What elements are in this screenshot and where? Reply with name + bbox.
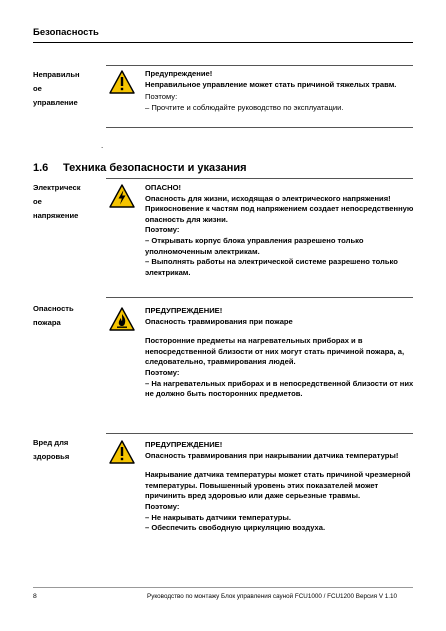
- warning-text-block-3: [145, 306, 415, 400]
- side-label-wrong-operation: Неправильн ое управление: [33, 70, 80, 107]
- danger-line: – Выполнять работы на электрической системе разрешено только электрикам.: [145, 257, 398, 277]
- danger-title: ОПАСНО!: [145, 183, 182, 192]
- warning-line: Поэтому:: [145, 367, 180, 377]
- side-label-electric-voltage: Электрическ ое напряжение: [33, 183, 81, 220]
- footer-divider: [33, 587, 413, 588]
- warning-line: Поэтому:: [145, 501, 180, 511]
- warning-subtitle: Опасность травмирования при накрывании датчика температуры!: [145, 450, 399, 460]
- warning-subtitle: Опасность травмирования при пожаре: [145, 316, 293, 326]
- stray-dot: .: [101, 141, 104, 150]
- danger-line: Поэтому:: [145, 225, 180, 235]
- section-title: Техника безопасности и указания: [63, 162, 247, 174]
- warning-line: – Обеспечить свободную циркуляцию воздуха.: [145, 523, 326, 533]
- danger-line: Прикосновение к частям под напряжением создает непосредственную опасность для жизни.: [145, 204, 414, 224]
- side-label-health-damage: Вред для здоровья: [33, 438, 70, 461]
- warning-subtitle: Неправильное управление может стать причиной тяжелых травм.: [145, 79, 397, 89]
- block-divider: [106, 65, 413, 66]
- warning-line: – Прочтите и соблюдайте руководство по эксплуатации.: [145, 102, 344, 112]
- warning-line: Посторонние предметы на нагревательных приборах и в непосредственной близости от них могут стать причиной пожара, а, следовательно, травмирования людей.: [145, 336, 405, 367]
- warning-line: – На нагревательных приборах и в непосредственной близости от них не должно быть посторонних предметов.: [145, 378, 414, 399]
- warning-title: ПРЕДУПРЕЖДЕНИЕ!: [145, 306, 223, 315]
- danger-subtitle: Опасность для жизни, исходящая о электрического напряжения!: [145, 193, 391, 203]
- electric-hazard-icon: [109, 184, 135, 208]
- warning-text-block-2: [145, 183, 415, 278]
- block-divider: [106, 178, 413, 179]
- block-divider: [106, 297, 413, 298]
- warning-title: Предупреждение!: [145, 69, 213, 78]
- warning-line: – Не накрывать датчики температуры.: [145, 512, 291, 522]
- side-label-fire-hazard: Опасность пожара: [33, 304, 74, 327]
- section-heading: [33, 162, 247, 174]
- warning-triangle-icon: [109, 70, 135, 94]
- warning-text-block-1: [145, 69, 415, 113]
- section-number: 1.6: [33, 162, 49, 174]
- footer-text: Руководство по монтажу Блок управления саунoй FCU1000 / FCU1200 Версия V 1.10: [147, 593, 398, 600]
- block-divider: [106, 433, 413, 434]
- page-header-title: Безопасность: [33, 27, 99, 38]
- warning-text-block-4: [145, 440, 415, 534]
- warning-line: Накрывание датчика температуры может стать причиной чрезмерной температуры. Повышенный уровень этих показателей может причинить вред здоровью или даже серьезные травмы.: [145, 470, 411, 501]
- danger-line: – Открывать корпус блока управления разрешено только уполномоченным электрикам.: [145, 235, 364, 256]
- page-number: 8: [33, 593, 37, 600]
- warning-line: Поэтому:: [145, 92, 178, 102]
- fire-hazard-icon: [109, 307, 135, 331]
- warning-triangle-icon: [109, 440, 135, 464]
- header-divider: [33, 42, 413, 43]
- block-divider: [106, 127, 413, 128]
- warning-title: ПРЕДУПРЕЖДЕНИЕ!: [145, 440, 223, 449]
